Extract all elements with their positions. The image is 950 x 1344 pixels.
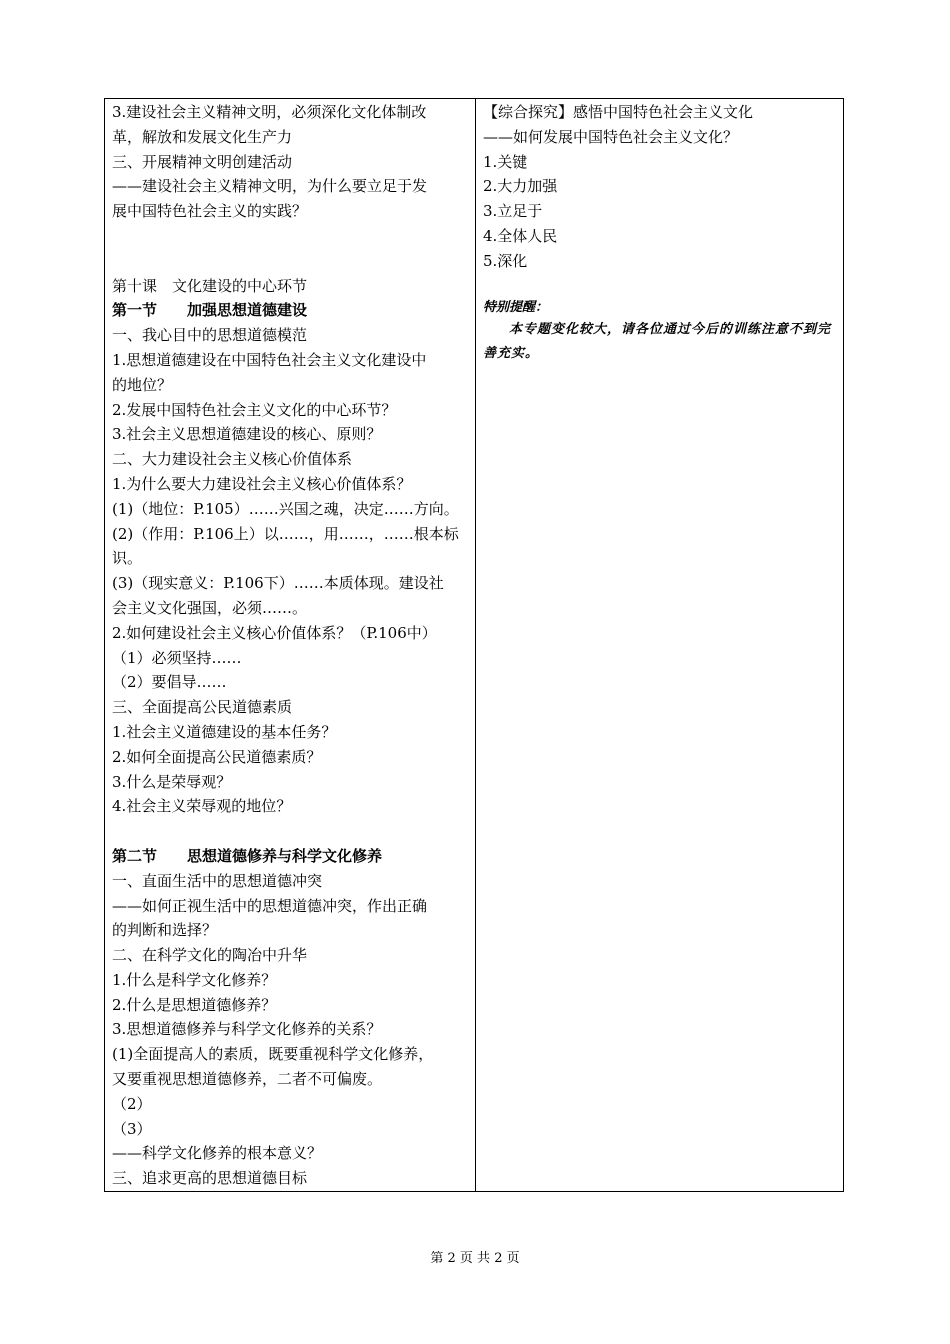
outline-line: 会主义文化强国，必须……。 [112,598,308,617]
outline-line: 第一节 加强思想道德建设 [112,301,308,320]
outline-line: 1.什么是科学文化修养？ [112,970,277,989]
outline-line: 2.什么是思想道德修养？ [112,995,277,1014]
outline-line: (1)（地位：P.105）……兴国之魂，决定……方向。 [112,499,459,518]
outline-line: 3.建设社会主义精神文明，必须深化文化体制改 [112,103,427,121]
outline-line: 三、开展精神文明创建活动 [112,152,293,171]
outline-line: 1.社会主义道德建设的基本任务？ [112,722,337,741]
outline-line: 3.什么是荣辱观？ [112,772,232,791]
page-footer: 第 2 页 共 2 页 [430,1251,520,1266]
outline-line: 1.思想道德建设在中国特色社会主义文化建设中 [112,350,427,369]
comprehensive-inquiry [483,100,837,274]
outline-line: 革，解放和发展文化生产力 [112,127,293,146]
inquiry-line: 3.立足于 [483,202,543,221]
outline-line: 识。 [112,549,143,568]
outline-line: 三、追求更高的思想道德目标 [112,1169,308,1188]
outline-line: 一、直面生活中的思想道德冲突 [112,871,323,890]
outline-line: （2）要倡导…… [112,673,227,692]
outline-line: （2） [112,1094,152,1113]
outline-line: (2)（作用：P.106上）以……，用……，……根本标 [112,524,459,543]
outline-table [104,98,844,1192]
outline-line [112,224,469,249]
outline-line: ——如何正视生活中的思想道德冲突，作出正确 [112,896,428,915]
note-body: 本专题变化较大，请各位通过今后的训练注意不到完善充实。 [483,321,832,361]
outline-line: 第二节 思想道德修养与科学文化修养 [112,846,383,865]
outline-line: ——建设社会主义精神文明，为什么要立足于发 [112,177,428,196]
inquiry-line: ——如何发展中国特色社会主义文化？ [483,127,739,146]
outline-line: 二、在科学文化的陶冶中升华 [112,946,308,965]
outline-line: 一、我心目中的思想道德模范 [112,326,308,345]
outline-line: (3)（现实意义：P.106下）……本质体现。建设社 [112,574,444,593]
outline-line: 4.社会主义荣辱观的地位？ [112,797,292,816]
left-column [105,99,476,1191]
outline-line: ——科学文化修养的根本意义？ [112,1144,323,1163]
outline-line: 2.发展中国特色社会主义文化的中心环节？ [112,400,397,419]
outline-line: （3） [112,1119,152,1138]
outline-line: 第十课 文化建设的中心环节 [112,276,308,295]
outline-line: 二、大力建设社会主义核心价值体系 [112,450,353,469]
outline-line: 3.思想道德修养与科学文化修养的关系？ [112,1020,382,1039]
outline-line: 的地位？ [112,375,173,394]
outline-line: 三、全面提高公民道德素质 [112,698,293,717]
outline-line: 1.为什么要大力建设社会主义核心价值体系？ [112,474,412,493]
outline-line: （1）必须坚持…… [112,648,242,667]
outline-line: (1)全面提高人的素质，既要重视科学文化修养， [112,1045,434,1064]
note-title: 特别提醒： [483,299,549,315]
inquiry-line: 【综合探究】感悟中国特色社会主义文化 [483,103,754,121]
right-column [476,99,843,1191]
outline-line [112,249,469,274]
outline-line: 又要重视思想道德修养，二者不可偏废。 [112,1070,383,1089]
outline-line: 的判断和选择？ [112,921,218,940]
outline-line: 2.如何全面提高公民道德素质？ [112,747,322,766]
outline-line: 2.如何建设社会主义核心价值体系？（P.106中） [112,623,437,642]
inquiry-line: 2.大力加强 [483,177,558,196]
inquiry-line: 4.全体人民 [483,226,558,245]
inquiry-line: 1.关键 [483,152,528,171]
inquiry-line: 5.深化 [483,251,528,270]
outline-line: 展中国特色社会主义的实践？ [112,202,308,221]
outline-line: 3.社会主义思想道德建设的核心、原则？ [112,425,382,444]
outline-line [112,819,469,844]
